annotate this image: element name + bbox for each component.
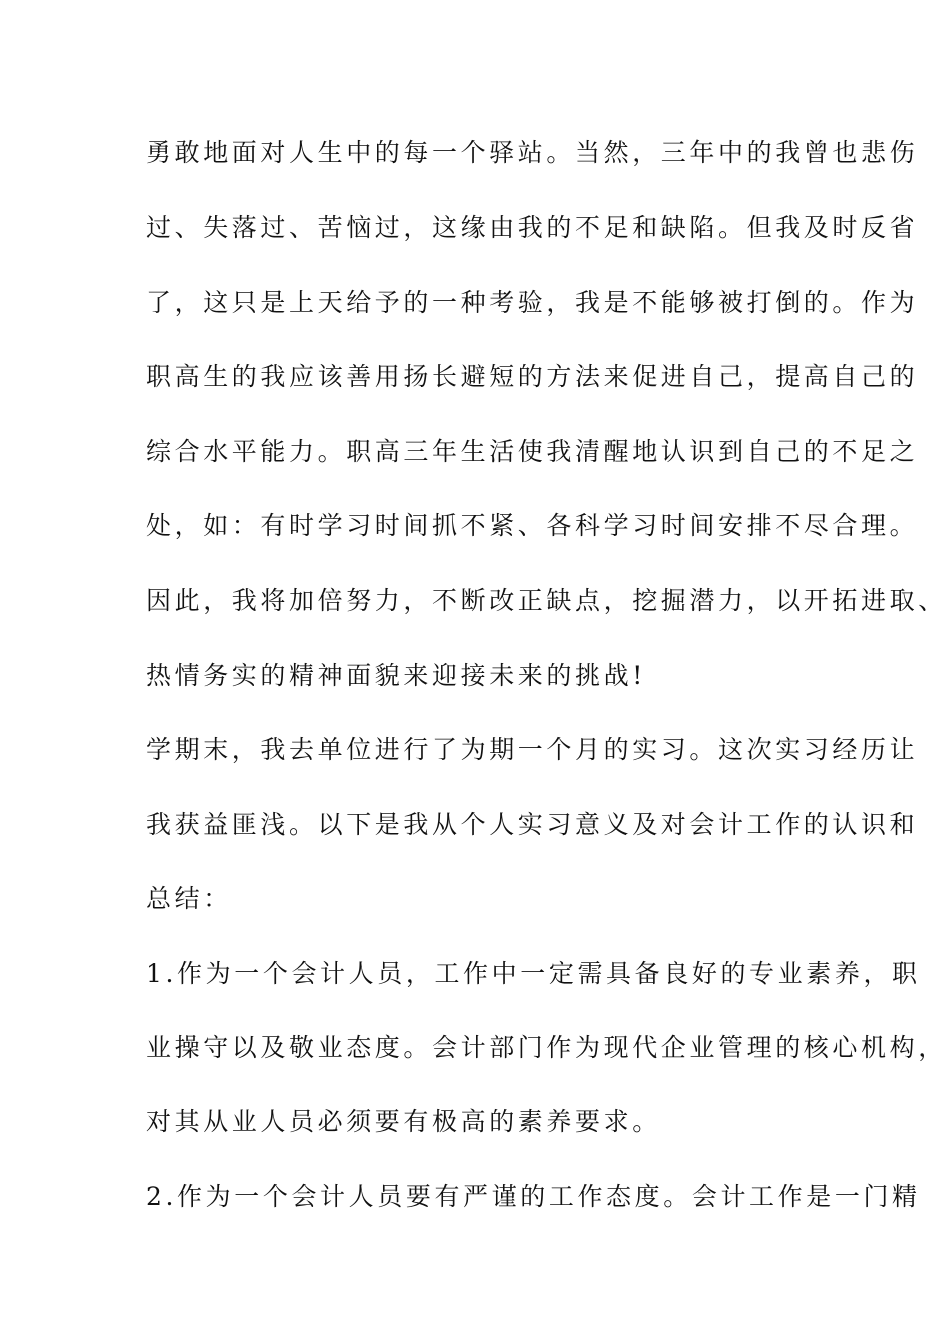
text-line: 了，这只是上天给予的一种考验，我是不能够被打倒的。作为	[146, 288, 919, 317]
text-line: 处，如：有时学习时间抓不紧、各科学习时间安排不尽合理。	[146, 511, 919, 540]
text-line: 职高生的我应该善用扬长避短的方法来促进自己，提高自己的	[146, 362, 919, 391]
text-line: 2.作为一个会计人员要有严谨的工作态度。会计工作是一门精	[146, 1182, 921, 1211]
text-line: 热情务实的精神面貌来迎接未来的挑战!	[146, 661, 646, 690]
text-line: 我获益匪浅。以下是我从个人实习意义及对会计工作的认识和	[146, 810, 919, 839]
text-line: 综合水平能力。职高三年生活使我清醒地认识到自己的不足之	[146, 437, 919, 466]
text-line: 对其从业人员必须要有极高的素养要求。	[146, 1107, 661, 1136]
text-line: 1.作为一个会计人员，工作中一定需具备良好的专业素养，职	[146, 959, 921, 988]
text-line: 总结：	[146, 884, 232, 913]
text-line: 业操守以及敬业态度。会计部门作为现代企业管理的核心机构，	[146, 1033, 947, 1062]
text-line: 勇敢地面对人生中的每一个驿站。当然，三年中的我曾也悲伤	[146, 138, 919, 167]
text-line: 过、失落过、苦恼过，这缘由我的不足和缺陷。但我及时反省	[146, 213, 919, 242]
text-line: 因此，我将加倍努力，不断改正缺点，挖掘潜力，以开拓进取、	[146, 586, 947, 615]
text-line: 学期末，我去单位进行了为期一个月的实习。这次实习经历让	[146, 735, 919, 764]
